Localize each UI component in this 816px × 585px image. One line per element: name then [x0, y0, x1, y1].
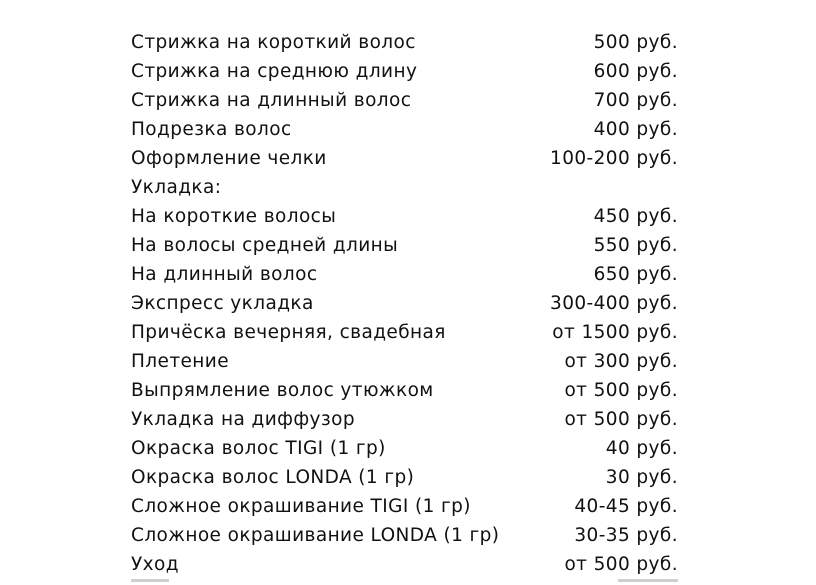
cut-off-next-row — [0, 579, 816, 585]
service-price: 30-35 руб. — [574, 525, 678, 546]
service-name: Уход — [131, 554, 179, 575]
service-name: Экспресс укладка — [131, 293, 314, 314]
service-price: 100-200 руб. — [550, 148, 678, 169]
cut-off-text-fragment — [618, 579, 678, 582]
price-row-evening-wedding — [0, 318, 816, 347]
price-row-complex-tigi — [0, 492, 816, 521]
service-name: Выпрямление волос утюжком — [131, 380, 434, 401]
service-price: 500 руб. — [593, 32, 678, 53]
service-name: На короткие волосы — [131, 206, 337, 227]
price-row-complex-londa — [0, 521, 816, 550]
service-price: 700 руб. — [593, 90, 678, 111]
price-row-bangs — [0, 144, 816, 173]
price-row-care — [0, 550, 816, 579]
price-row-coloring-tigi — [0, 434, 816, 463]
service-price: 40 руб. — [605, 438, 678, 459]
price-row-braiding — [0, 347, 816, 376]
price-section-styling — [0, 173, 816, 202]
service-name: Окраска волос LONDA (1 гр) — [131, 467, 415, 488]
cut-off-text-fragment — [131, 579, 169, 582]
price-list — [0, 28, 816, 579]
price-row-styling-medium — [0, 231, 816, 260]
service-price: 400 руб. — [593, 119, 678, 140]
price-row-short-haircut — [0, 28, 816, 57]
price-row-medium-haircut — [0, 57, 816, 86]
service-name: На длинный волос — [131, 264, 318, 285]
service-name: Стрижка на длинный волос — [131, 90, 412, 111]
service-name: Оформление челки — [131, 148, 327, 169]
service-name: Укладка на диффузор — [131, 409, 355, 430]
service-price: 30 руб. — [605, 467, 678, 488]
price-row-diffuser — [0, 405, 816, 434]
price-row-styling-long — [0, 260, 816, 289]
service-price: от 500 руб. — [564, 409, 678, 430]
service-name: Причёска вечерняя, свадебная — [131, 322, 446, 343]
service-price: от 500 руб. — [564, 380, 678, 401]
price-row-express-styling — [0, 289, 816, 318]
service-price: от 1500 руб. — [552, 322, 678, 343]
service-name: Подрезка волос — [131, 119, 292, 140]
price-row-straightening — [0, 376, 816, 405]
service-name: На волосы средней длины — [131, 235, 399, 256]
service-price: 550 руб. — [593, 235, 678, 256]
price-row-styling-short — [0, 202, 816, 231]
price-row-coloring-londa — [0, 463, 816, 492]
service-name: Плетение — [131, 351, 229, 372]
service-price: 40-45 руб. — [574, 496, 678, 517]
service-price: 300-400 руб. — [550, 293, 678, 314]
service-name: Окраска волос TIGI (1 гр) — [131, 438, 386, 459]
price-row-trim — [0, 115, 816, 144]
service-name: Сложное окрашивание TIGI (1 гр) — [131, 496, 471, 517]
service-name: Стрижка на короткий волос — [131, 32, 416, 53]
service-price: от 500 руб. — [564, 554, 678, 575]
service-price: 600 руб. — [593, 61, 678, 82]
section-heading: Укладка: — [131, 177, 222, 198]
service-name: Стрижка на среднюю длину — [131, 61, 418, 82]
service-price: 650 руб. — [593, 264, 678, 285]
price-row-long-haircut — [0, 86, 816, 115]
service-price: от 300 руб. — [564, 351, 678, 372]
service-price: 450 руб. — [593, 206, 678, 227]
service-name: Сложное окрашивание LONDA (1 гр) — [131, 525, 500, 546]
